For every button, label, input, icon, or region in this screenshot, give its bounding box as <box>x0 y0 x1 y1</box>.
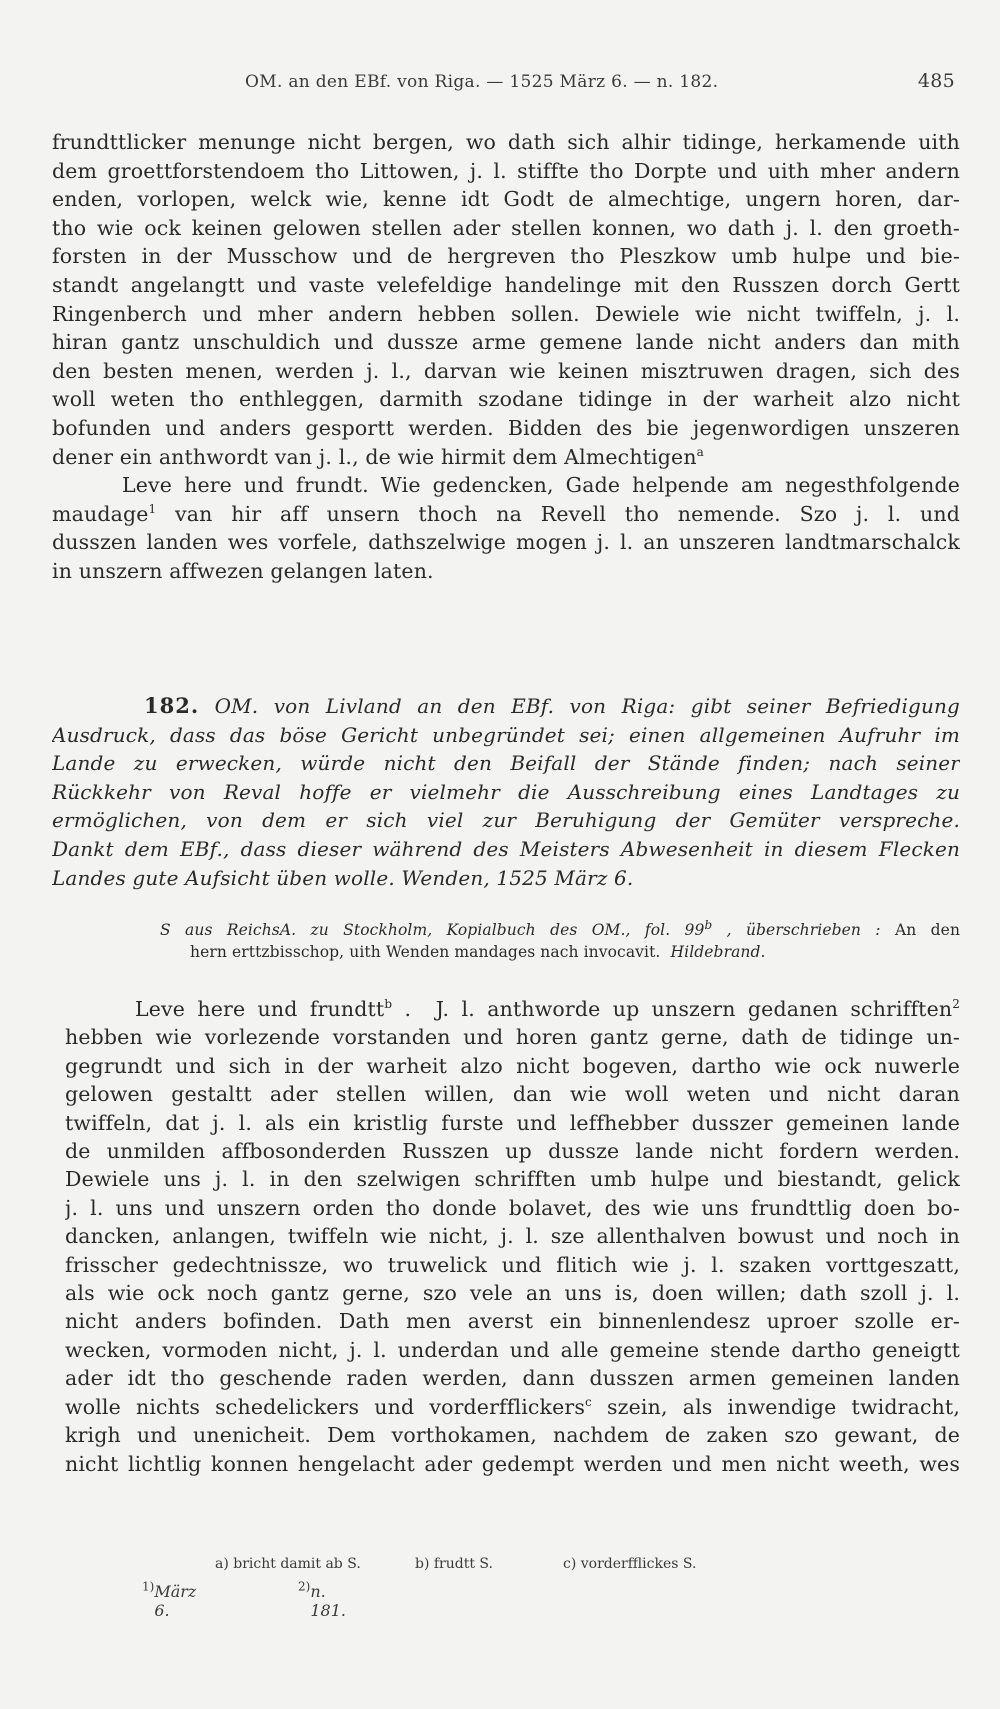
text-segment: maudage <box>52 501 149 526</box>
regest-line: Rückkehr von Reval hoffe er vielmehr die Ausschreibung eines Landtages zu <box>52 779 960 804</box>
footnote-a: a) bricht damit ab S. <box>215 1556 361 1572</box>
text-line: Ringenberch und mher andern hebben sollen. Dewiele wie nicht twiffeln, j. l. <box>52 301 960 326</box>
text-line: dancken, anlangen, twiffeln wie nicht, j. l. sze allenthalven bowust und noch in <box>65 1224 960 1249</box>
footnote-2 <box>298 1579 346 1620</box>
letter-body <box>65 995 960 1478</box>
footnote-mark: b <box>384 997 393 1012</box>
source-line <box>160 941 960 963</box>
text-line: als wie ock noch gantz gerne, szo vele an uns is, doen willen; dath szoll j. l. <box>65 1281 960 1306</box>
text-line: dem groettforstendoem tho Littowen, j. l. stiffte tho Dorpte und uith mher andern <box>52 158 960 183</box>
text-line <box>52 443 960 472</box>
text-line: in unszern affwezen gelangen laten. <box>52 558 434 583</box>
running-head: OM. an den EBf. von Riga. — 1525 März 6. — n. 182. <box>245 72 719 92</box>
source-line <box>160 919 960 941</box>
text-segment: , überschrieben : <box>726 921 881 939</box>
regest-line: Lande zu erwecken, würde nicht den Beifall der Stände finden; nach seiner <box>52 751 960 776</box>
text-line: ader idt tho geschende raden werden, dann dusszen armen gemeinen landen <box>65 1366 960 1391</box>
regest-line: Ausdruck, dass das böse Gericht unbegründet sei; einen allgemeinen Aufruhr im <box>52 722 960 747</box>
text-line: nicht anders bofinden. Dath men averst ein binnenlendesz uproer szolle er- <box>65 1309 960 1334</box>
paragraph-continued <box>52 128 960 586</box>
text-line: gegrundt und sich in der warheit alzo nicht bogeven, dartho wie ock nuwerle <box>65 1053 960 1078</box>
text-line: den besten menen, werden j. l., darvan wie keinen misztruwen dragen, sich des <box>52 358 960 383</box>
text-segment: OM. von Livland an den EBf. von Riga: gibt seiner Befriedigung <box>214 694 960 718</box>
footnote-mark: 2 <box>952 997 960 1012</box>
text-segment: März 6. <box>154 1582 197 1620</box>
footnote-1 <box>142 1579 197 1620</box>
text-segment: dener ein anthwordt van j. l., de wie hirmit dem Almechtigen <box>52 444 697 469</box>
regest-line: Dankt dem EBf., dass dieser während des Meisters Abwesenheit in diesem Flecken <box>52 836 960 861</box>
text-line: enden, vorlopen, welck wie, kenne idt Godt de almechtige, ungern horen, dar- <box>52 187 960 212</box>
footnote-b: b) frudtt S. <box>415 1556 493 1572</box>
regest-line: Landes gute Aufsicht üben wolle. Wenden, 1525 März 6. <box>52 865 634 890</box>
page-header <box>245 72 955 92</box>
text-line: frundttlicker menunge nicht bergen, wo dath sich alhir tidinge, herkamende uith <box>52 130 960 154</box>
text-line: wecken, vormoden nicht, j. l. underdan und alle gemeine stende dartho geneigtt <box>65 1337 960 1362</box>
text-line <box>65 1393 960 1421</box>
text-segment: Leve here und frundtt <box>135 997 385 1021</box>
regest-summary <box>52 692 960 892</box>
footnote-c: c) vorderfflickes S. <box>563 1556 697 1572</box>
editor-name: Hildebrand. <box>670 943 766 961</box>
text-line: woll weten tho enthleggen, darmith szodane tidinge in der warheit alzo nicht <box>52 387 960 412</box>
text-line: bofunden und anders gesportt werden. Bidden des bie jegenwordigen unszeren <box>52 415 960 440</box>
text-segment: szein, als inwendige twidracht, <box>591 1394 960 1419</box>
text-segment: n. 181. <box>310 1582 346 1620</box>
text-line: Leve here und frundtt$^b$ . J. l. anthworde up unszern gedanen schrifften$^2$ <box>135 997 960 1021</box>
text-segment: hern erttzbisschop, uith Wenden mandages nach invocavit. <box>190 943 661 961</box>
text-line <box>52 500 960 529</box>
text-segment: An den <box>894 921 960 939</box>
footnote-mark: c <box>585 1394 592 1409</box>
text-segment: J. l. anthworde up unszern gedanen schrifften <box>435 997 953 1021</box>
document-number: 182. <box>144 693 200 718</box>
text-line: Dewiele uns j. l. in den szelwigen schrifften umb hulpe und biestandt, gelick <box>65 1167 960 1192</box>
footnote-mark: 2) <box>298 1579 311 1594</box>
text-segment: van hir aff unsern thoch na Revell tho nemende. Szo j. l. und <box>156 501 960 526</box>
text-line: hiran gantz unschuldich und dussze arme gemene lande nicht anders dan mith <box>52 330 960 355</box>
text-line: forsten in der Musschow und de hergreven tho Pleszkow umb hulpe und bie- <box>52 244 960 269</box>
folio-mark: b <box>704 919 713 932</box>
source-note <box>160 919 960 963</box>
page-number: 485 <box>917 70 955 92</box>
regest-line <box>52 692 960 721</box>
text-line: frisscher gedechtnissze, wo truwelick und flitich wie j. l. szaken vorttgeszatt, <box>65 1252 960 1277</box>
text-line: Leve here und frundt. Wie gedencken, Gade helpende am negesthfolgende <box>122 473 960 498</box>
regest-line: ermöglichen, von dem er sich viel zur Beruhigung der Gemüter verspreche. <box>52 808 960 833</box>
footnote-mark: 1) <box>142 1579 155 1594</box>
text-segment: wolle nichts schedelickers und vorderfflickers <box>65 1394 586 1419</box>
text-line: hebben wie vorlezende vorstanden und horen gantz gerne, dath de tidinge un- <box>65 1025 960 1050</box>
footnote-mark: a <box>696 444 704 459</box>
text-line: gelowen gestaltt ader stellen willen, dan wie woll weten und nicht daran <box>65 1082 960 1107</box>
text-line: krigh und unenicheit. Dem vorthokamen, nachdem de zaken szo gewant, de <box>65 1423 960 1448</box>
text-line: de unmilden affbosonderden Russzen up dussze lande nicht fordern werden. <box>65 1139 960 1164</box>
text-segment: S aus ReichsA. zu Stockholm, Kopialbuch des OM., fol. 99 <box>160 921 705 939</box>
text-line: tho wie ock keinen gelowen stellen ader stellen konnen, wo dath j. l. den groeth- <box>52 215 960 240</box>
text-line: twiffeln, dat j. l. als ein kristlig furste und leffhebber dusszer gemeinen lande <box>65 1110 960 1135</box>
text-line: nicht lichtlig konnen hengelacht ader gedempt werden und men nicht weeth, wes <box>65 1451 960 1476</box>
footnote-mark: 1 <box>148 501 157 516</box>
text-line: j. l. uns und unszern orden tho donde bolavet, des wie uns frundttlig doen bo- <box>65 1195 960 1220</box>
text-line: dusszen landen wes vorfele, dathszelwige mogen j. l. an unszeren landtmarschalck <box>52 530 960 555</box>
text-line: standt angelangtt und vaste velefeldige handelinge mit den Russzen dorch Gertt <box>52 272 960 297</box>
